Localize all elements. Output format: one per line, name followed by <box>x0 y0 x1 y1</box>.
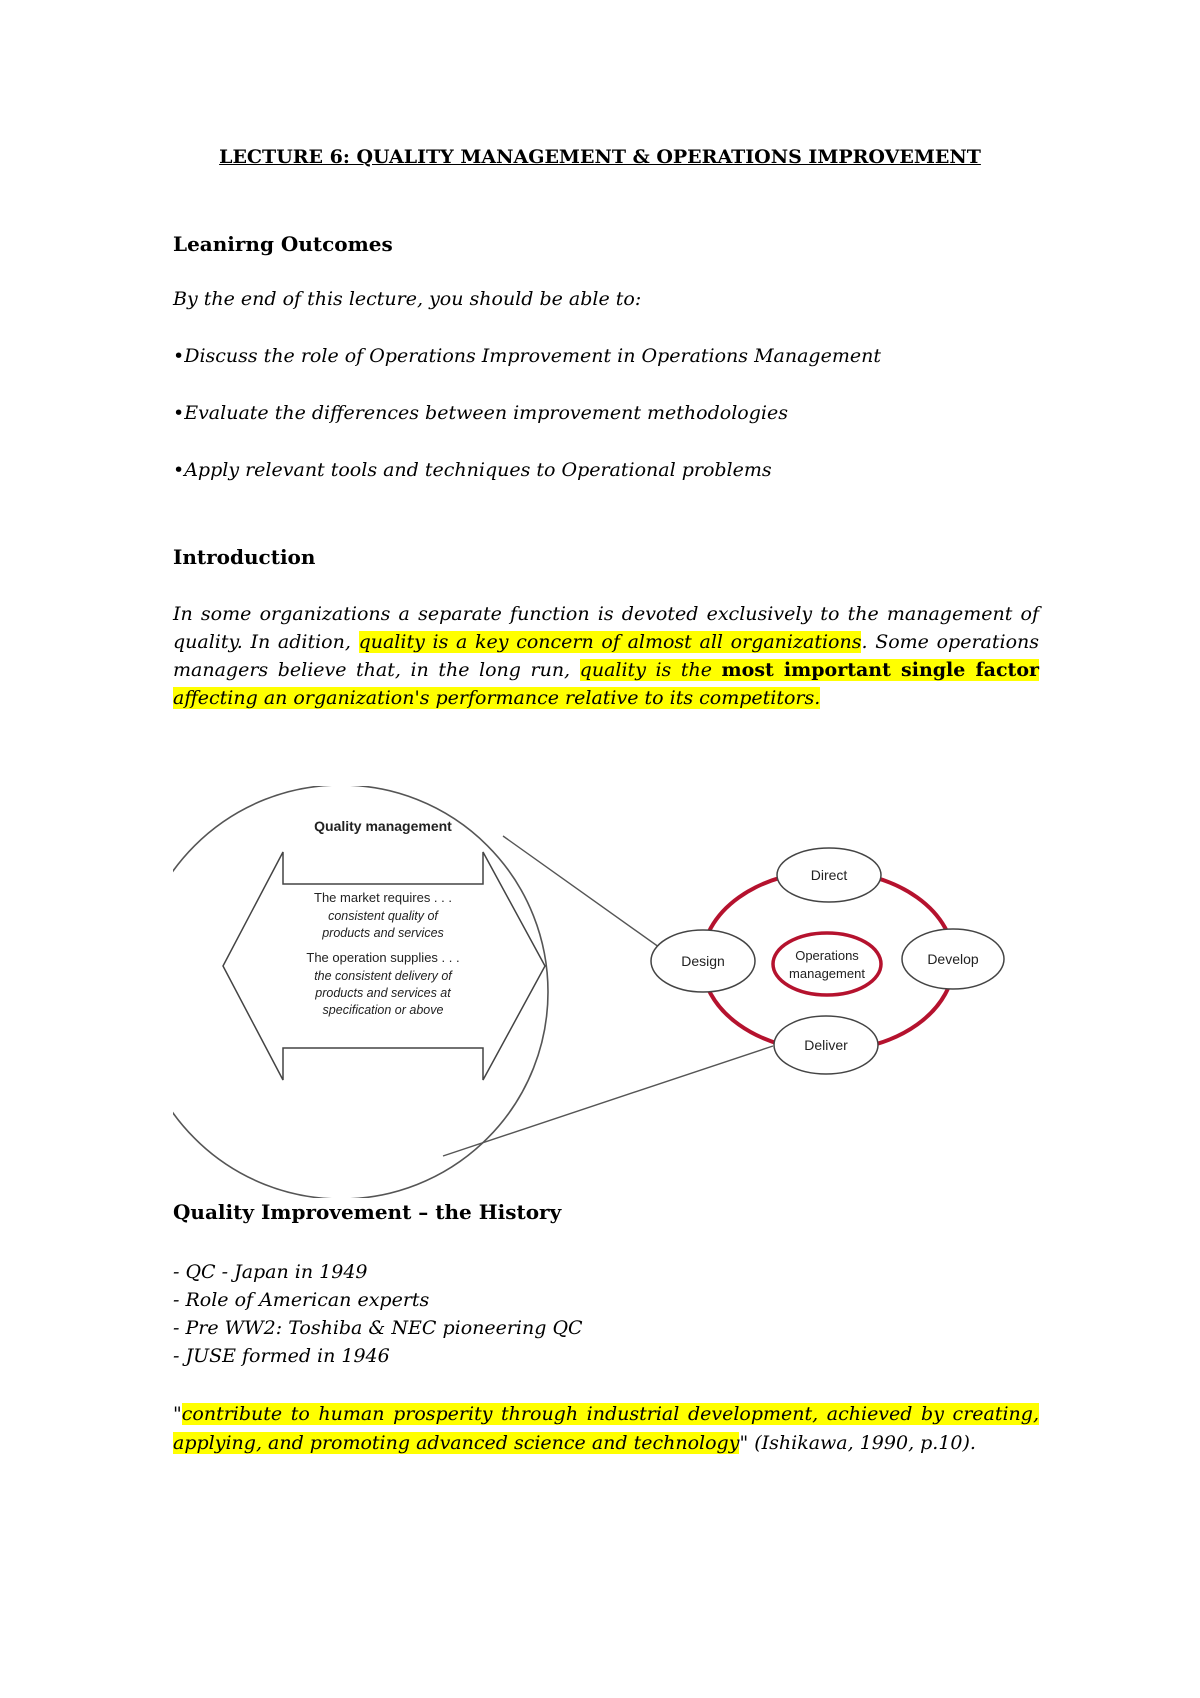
history-list <box>173 1258 583 1370</box>
history-item: - JUSE formed in 1946 <box>173 1345 390 1367</box>
page-title: LECTURE 6: QUALITY MANAGEMENT & OPERATIONS IMPROVEMENT <box>219 146 981 168</box>
intro-text: In some organizations a separate function is devoted exclusively to the management of quality. In adition, <box>173 603 1039 653</box>
market-line: products and services <box>322 926 444 940</box>
learning-outcomes-heading: Leanirng Outcomes <box>173 232 393 256</box>
history-heading: Quality Improvement – the History <box>173 1200 562 1224</box>
center-label: management <box>789 966 865 981</box>
history-item: - Role of American experts <box>173 1289 430 1311</box>
operation-supplies: The operation supplies . . . <box>306 950 460 965</box>
quote-citation: " (Ishikawa, 1990, p.10). <box>739 1432 976 1454</box>
operation-line: products and services at <box>315 986 451 1000</box>
quote-highlight: contribute to human prosperity through industrial development, achieved by creating, applying, and promoting advanced science and technology <box>173 1403 1039 1454</box>
intro-text: . Some operations managers believe that, in the long run, <box>173 631 1039 681</box>
history-item: - QC - Japan in 1949 <box>173 1261 368 1283</box>
introduction-paragraph <box>173 600 1039 712</box>
history-item: - Pre WW2: Toshiba & NEC pioneering QC <box>173 1317 583 1339</box>
quality-management-diagram <box>173 786 1039 1198</box>
operations-center <box>773 933 881 995</box>
learning-outcomes-intro: By the end of this lecture, you should be able to: <box>173 288 642 310</box>
outcome-item: •Evaluate the differences between improvement methodologies <box>173 402 788 424</box>
quote-mark: " <box>173 1403 182 1425</box>
operation-line: the consistent delivery of <box>314 969 452 983</box>
center-label: Operations <box>795 948 859 963</box>
qm-title: Quality management <box>314 818 452 834</box>
outcome-item: •Discuss the role of Operations Improvement in Operations Management <box>173 345 881 367</box>
node-design-label: Design <box>681 953 725 969</box>
market-line: consistent quality of <box>328 909 438 923</box>
ishikawa-quote <box>173 1400 1039 1458</box>
market-requires: The market requires . . . <box>314 890 452 905</box>
node-deliver-label: Deliver <box>804 1037 848 1053</box>
operation-line: specification or above <box>322 1003 444 1017</box>
introduction-heading: Introduction <box>173 545 316 569</box>
intro-highlight: affecting an organization's performance relative to its competitors. <box>173 687 821 709</box>
intro-highlight: quality is the <box>579 659 722 681</box>
double-arrow-shape <box>223 852 545 1080</box>
node-develop-label: Develop <box>927 951 979 967</box>
node-direct-label: Direct <box>810 867 848 883</box>
outcome-item: •Apply relevant tools and techniques to Operational problems <box>173 459 772 481</box>
intro-highlight-bold: most important single factor <box>721 659 1039 681</box>
intro-highlight: quality is a key concern of almost all organizations <box>358 631 862 653</box>
